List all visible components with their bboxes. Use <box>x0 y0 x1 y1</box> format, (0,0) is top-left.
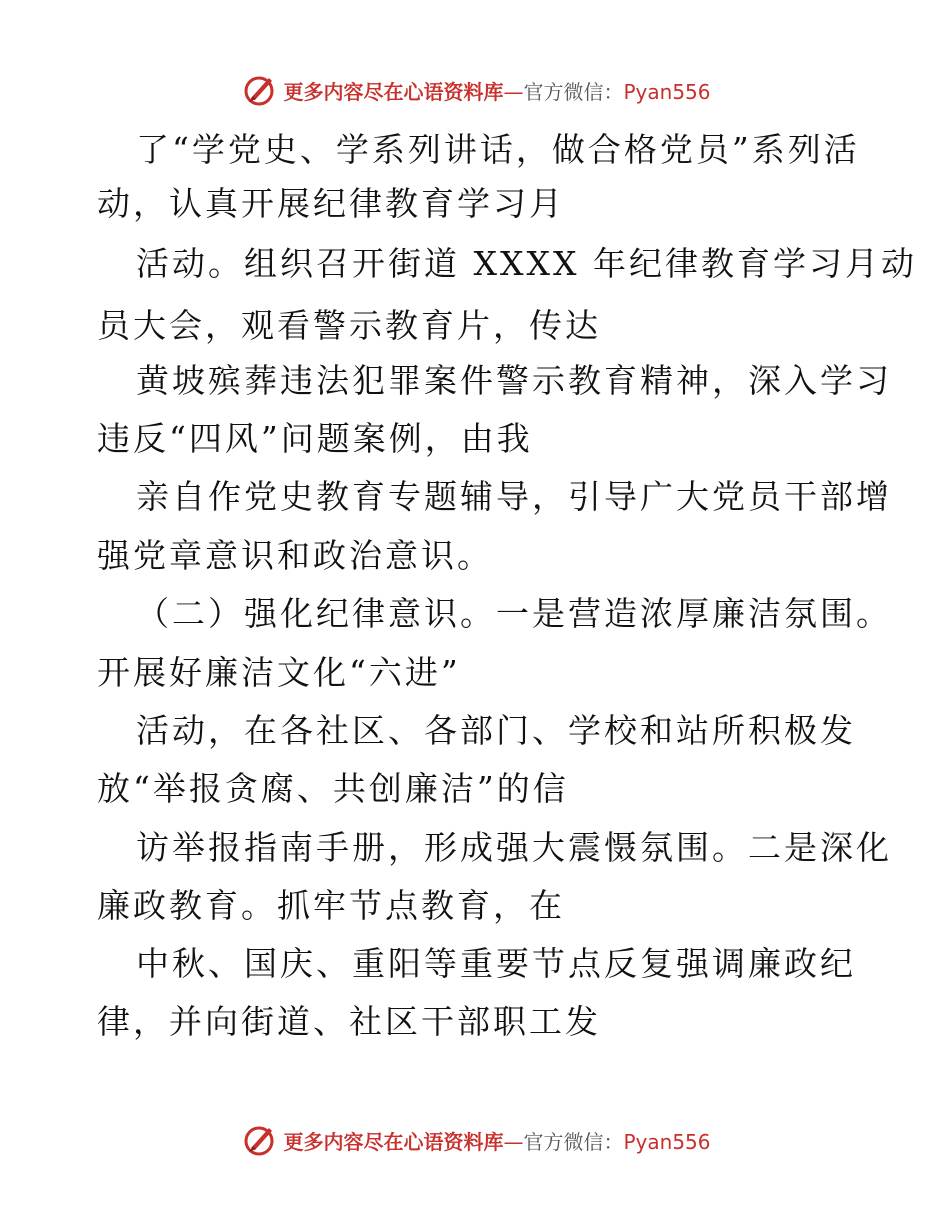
watermark-text <box>283 1126 710 1155</box>
text-line: 活动，在各社区、各部门、学校和站所积极发 <box>136 711 856 750</box>
text-line: 中秋、国庆、重阳等重要节点反复强调廉政纪 <box>136 944 856 983</box>
text-line: 廉政教育。抓牢节点教育，在 <box>97 886 565 925</box>
watermark-id: Pyan556 <box>623 79 711 104</box>
text-line: 活动。组织召开街道 XXXX 年纪律教育学习月动 <box>136 244 917 283</box>
text-line: 违反“四风”问题案例，由我 <box>97 419 533 458</box>
watermark-site: 更多内容尽在心语资料库 <box>283 1129 504 1154</box>
text-line: 放“举报贪腐、共创廉洁”的信 <box>97 769 569 808</box>
text-line: 动，认真开展纪律教育学习月 <box>97 184 565 223</box>
footer-watermark <box>0 1118 950 1162</box>
watermark-label: 官方微信： <box>523 79 624 104</box>
header-watermark <box>0 68 950 112</box>
text-line: 开展好廉洁文化“六进” <box>97 653 461 692</box>
quill-logo-icon <box>239 70 279 110</box>
text-line: 员大会，观看警示教育片，传达 <box>97 306 601 345</box>
watermark-site: 更多内容尽在心语资料库 <box>283 79 504 104</box>
watermark-label: 官方微信： <box>523 1129 624 1154</box>
watermark-dash: — <box>503 1129 524 1154</box>
text-line: 了“学党史、学系列讲话，做合格党员”系列活 <box>136 130 860 169</box>
quill-logo-icon <box>239 1120 279 1160</box>
text-line: 黄坡殡葬违法犯罪案件警示教育精神，深入学习 <box>136 361 892 400</box>
text-line: 访举报指南手册，形成强大震慑氛围。二是深化 <box>136 828 892 867</box>
watermark-text <box>283 76 710 105</box>
watermark-id: Pyan556 <box>623 1129 711 1154</box>
text-line: 亲自作党史教育专题辅导，引导广大党员干部增 <box>136 477 892 516</box>
text-line: （二）强化纪律意识。一是营造浓厚廉洁氛围。 <box>136 594 892 633</box>
text-line: 律，并向街道、社区干部职工发 <box>97 1002 601 1041</box>
text-line: 强党章意识和政治意识。 <box>97 536 493 575</box>
watermark-dash: — <box>503 79 524 104</box>
